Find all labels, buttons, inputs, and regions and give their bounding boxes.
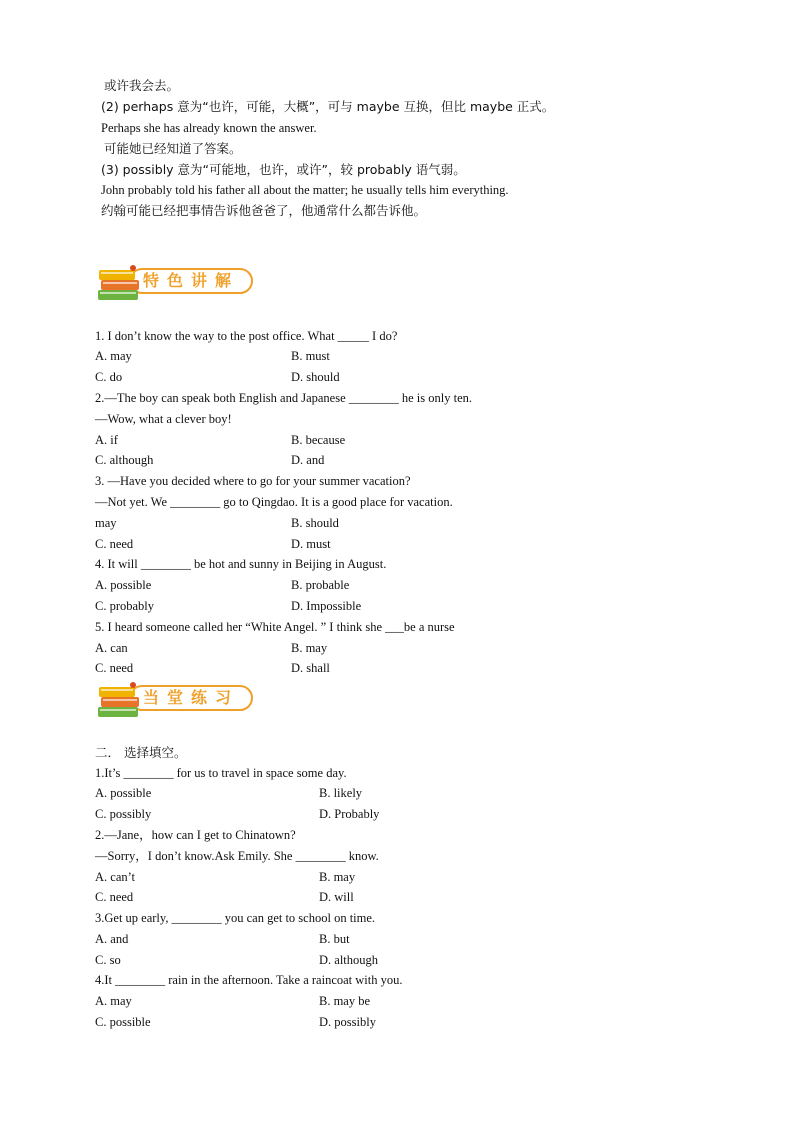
q2-option-b: B. because	[291, 433, 346, 447]
s2-q1-option-c: C. possibly	[95, 807, 152, 821]
s2-q4-stem: 4.It ________ rain in the afternoon. Take a raincoat with you.	[95, 973, 403, 987]
intro-line-6: John probably told his father all about the matter; he usually tells him everything.	[101, 183, 509, 197]
section2-heading: 二． 选择填空。	[95, 745, 187, 760]
q5-option-d: D. shall	[291, 661, 330, 675]
q2-stem-2: —Wow, what a clever boy!	[95, 412, 232, 426]
s2-q2-option-d: D. will	[319, 890, 354, 904]
q3-option-b: B. should	[291, 516, 339, 530]
q4-option-b: B. probable	[291, 578, 350, 592]
q4-stem: 4. It will ________ be hot and sunny in Beijing in August.	[95, 557, 387, 571]
s2-q3-stem: 3.Get up early, ________ you can get to school on time.	[95, 911, 376, 925]
q2-option-c: C. although	[95, 453, 154, 467]
books-icon	[95, 679, 145, 721]
s2-q4-option-d: D. possibly	[319, 1015, 376, 1029]
banner-title: 特色讲解	[143, 271, 240, 290]
s2-q3-option-d: D. although	[319, 953, 379, 967]
s2-q1-option-d: D. Probably	[319, 807, 380, 821]
intro-line-5: (3) possibly 意为“可能地，也许，或许”，较 probably 语气弱。	[101, 162, 466, 177]
section-banner-featured	[95, 262, 260, 304]
s2-q2-option-b: B. may	[319, 870, 356, 884]
q2-option-d: D. and	[291, 453, 325, 467]
q3-stem-2: —Not yet. We ________ go to Qingdao. It is a good place for vacation.	[95, 495, 453, 509]
s2-q3-option-a: A. and	[95, 932, 129, 946]
intro-line-2: (2) perhaps 意为“也许，可能，大概”，可与 maybe 互换，但比 maybe 正式。	[101, 99, 555, 114]
s2-q1-option-b: B. likely	[319, 786, 363, 800]
q1-stem: 1. I don’t know the way to the post office. What _____ I do?	[95, 329, 398, 343]
q5-stem: 5. I heard someone called her “White Angel. ” I think she ___be a nurse	[95, 620, 455, 634]
q2-option-a: A. if	[95, 433, 118, 447]
s2-q3-option-c: C. so	[95, 953, 121, 967]
q3-option-a: may	[95, 516, 117, 530]
s2-q2-option-c: C. need	[95, 890, 134, 904]
s2-q2-stem-2: —Sorry，I don’t know.Ask Emily. She ________ know.	[95, 849, 379, 863]
q1-option-d: D. should	[291, 370, 340, 384]
s2-q2-option-a: A. can’t	[95, 870, 136, 884]
q1-option-c: C. do	[95, 370, 123, 384]
section-banner-practice	[95, 679, 260, 721]
s2-q1-stem: 1.It’s ________ for us to travel in space some day.	[95, 766, 347, 780]
intro-line-3: Perhaps she has already known the answer.	[101, 121, 317, 135]
q1-option-b: B. must	[291, 349, 330, 363]
s2-q4-option-b: B. may be	[319, 994, 371, 1008]
q5-option-b: B. may	[291, 641, 328, 655]
intro-line-7: 约翰可能已经把事情告诉他爸爸了，他通常什么都告诉他。	[101, 203, 427, 218]
s2-q4-option-a: A. may	[95, 994, 132, 1008]
s2-q4-option-c: C. possible	[95, 1015, 151, 1029]
s2-q2-stem: 2.—Jane，how can I get to Chinatown?	[95, 828, 296, 842]
q3-option-c: C. need	[95, 537, 134, 551]
books-icon	[95, 262, 145, 304]
q3-stem: 3. —Have you decided where to go for your summer vacation?	[95, 474, 411, 488]
s2-q1-option-a: A. possible	[95, 786, 152, 800]
q4-option-a: A. possible	[95, 578, 152, 592]
q4-option-c: C. probably	[95, 599, 155, 613]
q1-option-a: A. may	[95, 349, 132, 363]
q5-option-c: C. need	[95, 661, 134, 675]
q4-option-d: D. Impossible	[291, 599, 362, 613]
q5-option-a: A. can	[95, 641, 128, 655]
s2-q3-option-b: B. but	[319, 932, 350, 946]
intro-line-4: 可能她已经知道了答案。	[104, 141, 242, 156]
q2-stem: 2.—The boy can speak both English and Japanese ________ he is only ten.	[95, 391, 473, 405]
q3-option-d: D. must	[291, 537, 331, 551]
intro-line-1: 或许我会去。	[104, 78, 180, 93]
banner-title: 当堂练习	[143, 688, 240, 707]
